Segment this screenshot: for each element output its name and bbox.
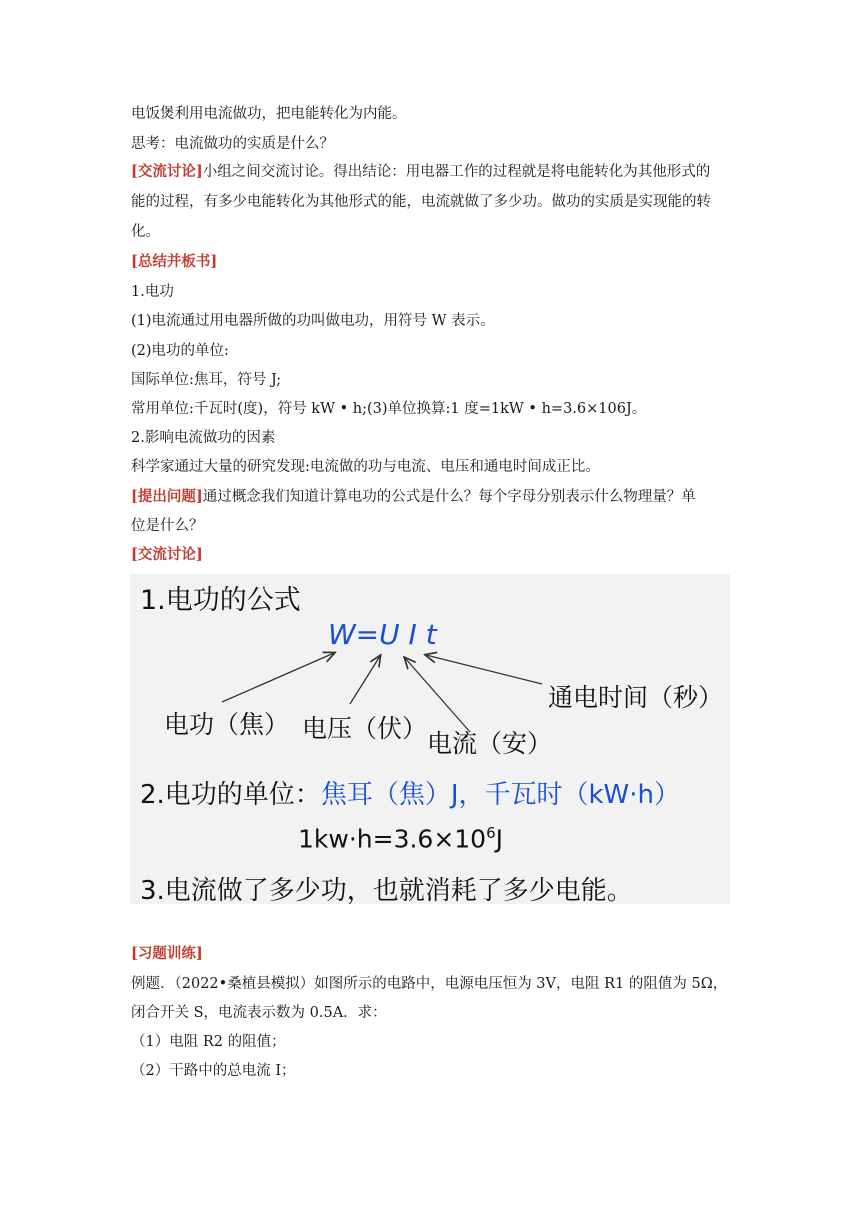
slide-heading-energy: 3.电流做了多少功，也就消耗了多少电能。 [140, 876, 633, 904]
label-time: 通电时间（秒） [548, 683, 724, 712]
paragraph: 位是什么？ [131, 518, 204, 534]
section-tag: [交流讨论] [131, 546, 203, 563]
arrow-time [426, 655, 542, 684]
formula-slide-image [130, 574, 730, 904]
paragraph: 科学家通过大量的研究发现:电流做的功与电流、电压和通电时间成正比。 [131, 459, 600, 475]
paragraph: 例题．（2022•桑植县模拟）如图所示的电路中，电源电压恒为 3V，电阻 R1 的阻值为 5Ω， [131, 976, 728, 992]
paragraph: [交流讨论]小组之间交流讨论。得出结论：用电器工作的过程就是将电能转化为其他形式的 [131, 163, 711, 180]
paragraph: 国际单位:焦耳，符号 J; [131, 372, 282, 388]
paragraph: 能的过程，有多少电能转化为其他形式的能，电流就做了多少功。做功的实质是实现能的转 [131, 194, 711, 210]
paragraph: [提出问题]通过概念我们知道计算电功的公式是什么？每个字母分别表示什么物理量？单 [131, 488, 696, 505]
section-tag: [习题训练] [131, 945, 203, 962]
conversion: $1kw\cdot h=3.6\times 10^6J$ [298, 824, 504, 854]
paragraph: 化。 [131, 224, 160, 240]
units-text: 焦耳（焦）J，千瓦时（kW·h） [320, 780, 680, 810]
slide-heading-units: 2.电功的单位：焦耳（焦）J，千瓦时（kW·h） [140, 780, 680, 810]
slide-heading-formula: 1.电功的公式 [140, 585, 301, 616]
paragraph: 2.影响电流做功的因素 [131, 430, 276, 446]
label-voltage: 电压（伏） [302, 714, 428, 743]
paragraph: 1.电功 [131, 284, 174, 300]
arrow-voltage [350, 656, 380, 704]
section-tag: [总结并板书] [131, 253, 218, 270]
paragraph: （1）电阻 R2 的阻值； [131, 1034, 286, 1050]
paragraph: 闭合开关 S，电流表示数为 0.5A．求： [131, 1005, 387, 1021]
arrow-work [222, 653, 334, 702]
label-work: 电功（焦） [164, 710, 290, 739]
paragraph: 常用单位:千瓦时(度)，符号 kW • h;(3)单位换算:1 度=1kW • h=3.6×106J。 [131, 401, 647, 417]
label-current: 电流（安） [427, 729, 553, 758]
section-tag: [交流讨论] [131, 163, 203, 180]
paragraph: 思考：电流做功的实质是什么？ [131, 136, 334, 152]
section-tag: [提出问题] [131, 488, 203, 505]
paragraph: （2）干路中的总电流 I； [131, 1063, 296, 1079]
paragraph: (1)电流通过用电器所做的功叫做电功，用符号 W 表示。 [131, 313, 495, 329]
paragraph: 电饭煲利用电流做功，把电能转化为内能。 [131, 106, 407, 122]
paragraph: (2)电功的单位: [131, 343, 229, 359]
formula: W=U I t [328, 618, 437, 651]
